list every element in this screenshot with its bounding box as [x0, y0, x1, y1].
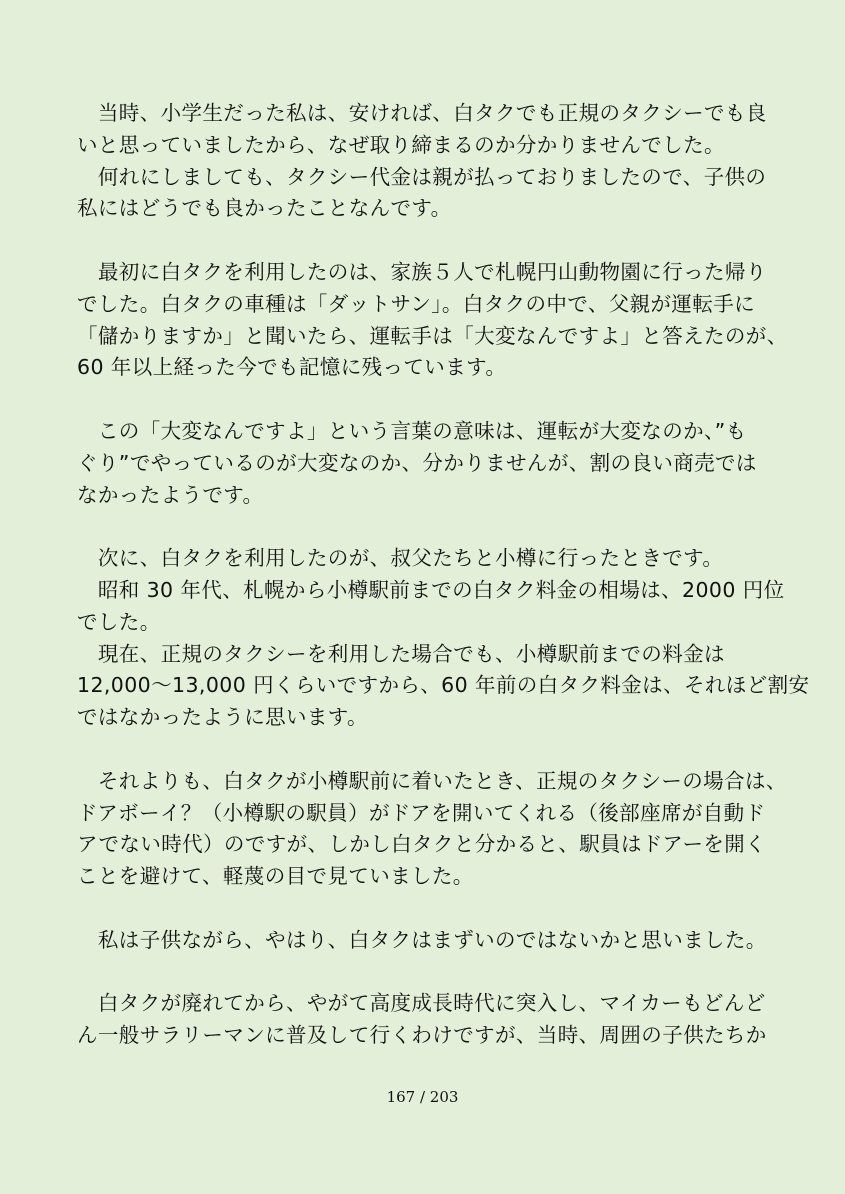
blank-line [77, 225, 745, 257]
text-line: アでない時代）のですが、しかし白タクと分かると、駅員はドアーを開く [77, 832, 767, 857]
text-line: 昭和 30 年代、札幌から小樽駅前までの白タク料金の相場は、2000 円位 [77, 577, 785, 602]
text-line: ん一般サラリーマンに普及して行くわけですが、当時、周囲の子供たちか [77, 1023, 767, 1048]
text-line: それよりも、白タクが小樽駅前に着いたとき、正規のタクシーの場合は、 [77, 768, 787, 793]
text-line: でした。 [77, 609, 161, 634]
text-line: いと思っていましたから、なぜ取り締まるのか分かりませんでした。 [77, 132, 725, 157]
text-line: 白タクが廃れてから、やがて高度成長時代に突入し、マイカーもどんど [77, 991, 766, 1016]
document-body [77, 98, 810, 1052]
text-line: 現在、正規のタクシーを利用した場合でも、小樽駅前までの料金は [77, 641, 725, 666]
text-line: 12,000～13,000 円くらいですから、60 年前の白タク料金は、それほど割安 [77, 673, 810, 698]
blank-line [77, 893, 745, 925]
text-line: 「儲かりますか」と聞いたら、運転手は「大変なんですよ」と答えたのが、 [77, 323, 788, 348]
text-line: ドアボーイ？（小樽駅の駅員）がドアを開いてくれる（後部座席が自動ド [77, 800, 766, 825]
text-line: でした。白タクの車種は「ダットサン」。白タクの中で、父親が運転手に [77, 291, 756, 316]
text-line: 当時、小学生だった私は、安ければ、白タクでも正規のタクシーでも良 [77, 101, 767, 125]
text-line: この「大変なんですよ」という言葉の意味は、運転が大変なのか、”も [77, 418, 747, 443]
text-line: 何れにしましても、タクシー代金は親が払っておりましたので、子供の [77, 164, 767, 189]
blank-line [77, 384, 745, 416]
text-line: 最初に白タクを利用したのは、家族５人で札幌円山動物園に行った帰り [77, 259, 767, 284]
text-line: 私は子供ながら、やはり、白タクはまずいのではないかと思いました。 [77, 927, 767, 952]
blank-line [77, 511, 745, 543]
text-line: ぐり”でやっているのが大変なのか、分かりませんが、割の良い商売では [77, 450, 757, 475]
blank-line [77, 734, 745, 766]
text-line: 私にはどうでも良かったことなんです。 [77, 196, 452, 221]
text-line: なかったようです。 [77, 482, 264, 507]
page-number: 167 / 203 [386, 1088, 459, 1106]
text-line: 60 年以上経った今でも記憶に残っています。 [77, 355, 507, 380]
text-line: 次に、白タクを利用したのが、叔父たちと小樽に行ったときです。 [77, 546, 724, 571]
text-line: ではなかったように思います。 [77, 705, 368, 730]
text-line: ことを避けて、軽蔑の目で見ていました。 [77, 864, 474, 889]
blank-line [77, 957, 745, 989]
